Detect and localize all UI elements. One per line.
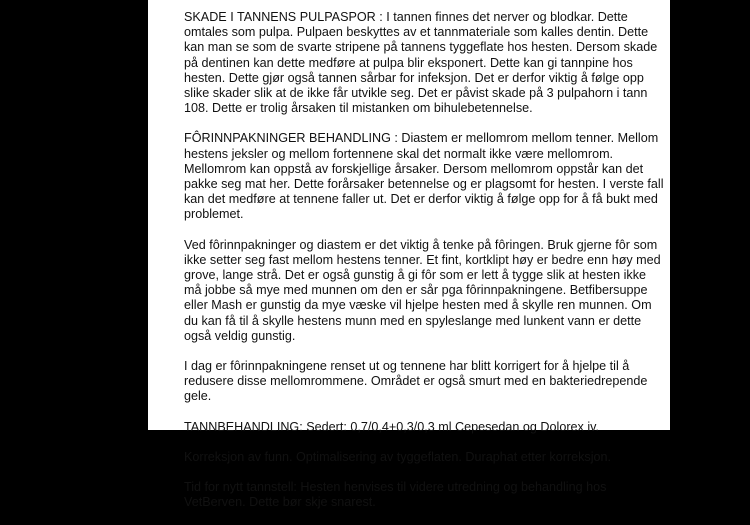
paragraph-feeding-advice: Ved fôrinnpakninger og diastem er det viktig å tenke på fôringen. Bruk gjerne fôr som ikke setter seg fast mellom hestens tenner. Et fint, kortklipt høy er bedre enn høy med grove, lange strå. Det er også gunstig å gi fôr som er lett å tygge slik at hesten ikke må jobbe så mye med munnen om den er sår pga fôrinnpakningene. Betfibersuppe eller Mash er gunstig da mye væske vil hjelpe hesten med å skylle ren munnen. Om du kan få til å skylle hestens munn med en spyleslange med lunkent vann er dette også veldig gunstig. bbox=[184, 237, 661, 343]
paragraph-next-appointment: Tid for nytt tannstell: Hesten henvises til videre utredning og behandling hos VetBerven. Dette bør skje snarest. bbox=[184, 480, 607, 510]
paragraph-cleaning-done: I dag er fôrinnpakningene renset ut og tennene har blitt korrigert for å hjelpe til å redusere disse mellomrommene. Området er også smurt med en bakteriedrepende gele. bbox=[184, 359, 648, 404]
paragraph-pulp-damage: SKADE I TANNENS PULPASPOR : I tannen finnes det nerver og blodkar. Dette omtales som pulpa. Pulpaen beskyttes av et tannmateriale som kalles dentin. Dette kan man se som de svarte stripene på tannens tyggeflate hos hesten. Dersom skade på dentinen kan dette medføre at pulpa blir eksponert. Dette kan gi tannpine hos hesten. Dette gjør også tannen sårbar for infeksjon. Det er derfor viktig å følge opp slike skader slik at de ikke får utvikle seg. Det er påvist skade på 3 pulpahorn i tann 108. Dette er trolig årsaken til mistanken om bihulebetennelse. bbox=[184, 10, 658, 116]
paragraph-correction: Korreksjon av funn. Optimalisering av tyggeflaten. Duraphat etter korreksjon. bbox=[184, 449, 612, 464]
document-body bbox=[184, 10, 666, 525]
paragraph-feed-packing-treatment: FÔRINNPAKNINGER BEHANDLING : Diastem er mellomrom mellom tenner. Mellom hestens jeksler og mellom fortennene skal det normalt ikke være mellomrom. Mellomrom kan oppstå av forskjellige årsaker. Dersom mellomrom oppstår kan det pakke seg mat her. Dette forårsaker betennelse og er plagsomt for hesten. I verste fall kan det medføre at tennene faller ut. Det er derfor viktig å følge opp for å få bukt med problemet. bbox=[184, 131, 664, 222]
paragraph-dental-treatment: TANNBEHANDLING: Sedert: 0,7/0,4+0,3/0,3 ml Cepesedan og Dolorex iv. bbox=[184, 419, 599, 434]
document-page bbox=[148, 0, 670, 510]
